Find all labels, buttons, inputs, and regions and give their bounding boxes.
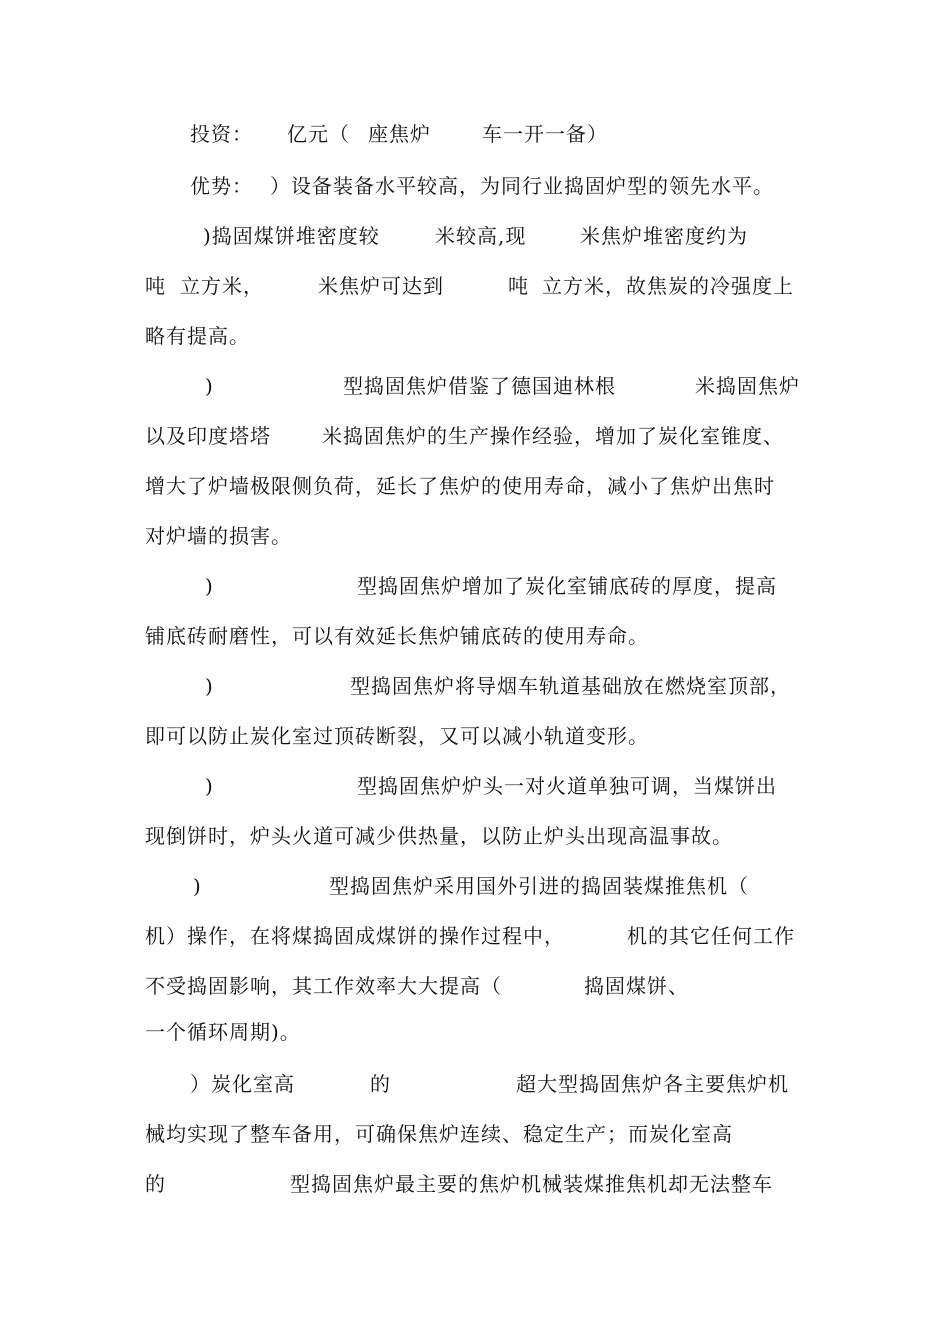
text-segment: 吨	[145, 274, 166, 298]
text-segment: 型捣固焦炉采用国外引进的捣固装煤推焦机（	[329, 874, 749, 898]
text-line-advantages	[0, 172, 774, 200]
text-line	[0, 822, 733, 850]
text-segment: 车一开一备）	[482, 122, 608, 146]
text-segment: 立方米，故焦炭的冷强度上	[542, 274, 794, 298]
text-line	[0, 922, 795, 950]
text-segment: 略有提高。	[145, 324, 250, 348]
text-segment: )	[205, 574, 214, 598]
text-segment: 的	[145, 1172, 166, 1196]
text-segment: 优势：	[190, 174, 253, 198]
text-line	[0, 972, 689, 1000]
text-line	[0, 1120, 733, 1148]
text-segment: 机的其它任何工作	[627, 924, 795, 948]
text-line	[0, 272, 794, 300]
text-segment: ）炭化室高	[190, 1072, 295, 1096]
text-segment: 吨	[508, 274, 529, 298]
text-segment: )捣固煤饼堆密度较	[203, 224, 380, 248]
text-line	[0, 772, 777, 800]
text-line	[0, 422, 784, 450]
text-line	[0, 322, 250, 350]
text-segment: 捣固煤饼、	[584, 974, 689, 998]
text-line	[0, 472, 775, 500]
text-line	[0, 722, 649, 750]
text-segment: )	[205, 774, 214, 798]
text-segment: 立方米，	[180, 274, 264, 298]
text-segment: 米焦炉可达到	[318, 274, 444, 298]
text-segment: 型捣固焦炉借鉴了德国迪林根	[343, 374, 616, 398]
text-segment: 亿元（	[287, 122, 350, 146]
text-segment: 不受捣固影响，其工作效率大大提高（	[145, 974, 502, 998]
text-segment: 超大型捣固焦炉各主要焦炉机	[516, 1072, 789, 1096]
text-line	[0, 522, 292, 550]
text-segment: 的	[370, 1072, 391, 1096]
text-segment: 米捣固焦炉	[695, 374, 800, 398]
text-line	[0, 622, 649, 650]
text-segment: )	[205, 374, 214, 398]
text-line	[0, 1018, 301, 1046]
text-line	[0, 872, 749, 900]
text-segment: 米较高,现	[435, 224, 527, 248]
text-line	[0, 1170, 773, 1198]
text-segment: 座焦炉	[368, 122, 431, 146]
text-segment: )	[193, 874, 202, 898]
text-segment: ）设备装备水平较高，为同行业捣固炉型的领先水平。	[270, 174, 774, 198]
text-line-investment	[0, 120, 608, 148]
text-segment: )	[205, 674, 214, 698]
text-segment: 铺底砖耐磨性，可以有效延长焦炉铺底砖的使用寿命。	[145, 624, 649, 648]
text-segment: 增大了炉墙极限侧负荷，延长了焦炉的使用寿命，减小了焦炉出焦时	[145, 474, 775, 498]
text-segment: 一个循环周期)。	[145, 1020, 301, 1044]
text-segment: 米焦炉堆密度约为	[580, 224, 748, 248]
text-segment: 现倒饼时，炉头火道可减少供热量，以防止炉头出现高温事故。	[145, 824, 733, 848]
text-segment: 米捣固焦炉的生产操作经验，增加了炭化室锥度、	[322, 424, 784, 448]
text-line	[0, 672, 791, 700]
text-segment: 机）操作，在将煤捣固成煤饼的操作过程中，	[145, 924, 565, 948]
text-segment: 型捣固焦炉将导烟车轨道基础放在燃烧室顶部，	[350, 674, 791, 698]
text-segment: 投资：	[190, 122, 253, 146]
text-segment: 型捣固焦炉炉头一对火道单独可调，当煤饼出	[357, 774, 777, 798]
text-segment: 械均实现了整车备用，可确保焦炉连续、稳定生产；而炭化室高	[145, 1122, 733, 1146]
text-segment: 对炉墙的损害。	[145, 524, 292, 548]
text-line	[0, 572, 777, 600]
text-segment: 型捣固焦炉增加了炭化室铺底砖的厚度，提高	[357, 574, 777, 598]
text-line	[0, 372, 800, 400]
text-line	[0, 222, 748, 250]
text-segment: 即可以防止炭化室过顶砖断裂，又可以减小轨道变形。	[145, 724, 649, 748]
text-segment: 型捣固焦炉最主要的焦炉机械装煤推焦机却无法整车	[290, 1172, 773, 1196]
text-line	[0, 1070, 789, 1098]
text-segment: 以及印度塔塔	[145, 424, 271, 448]
